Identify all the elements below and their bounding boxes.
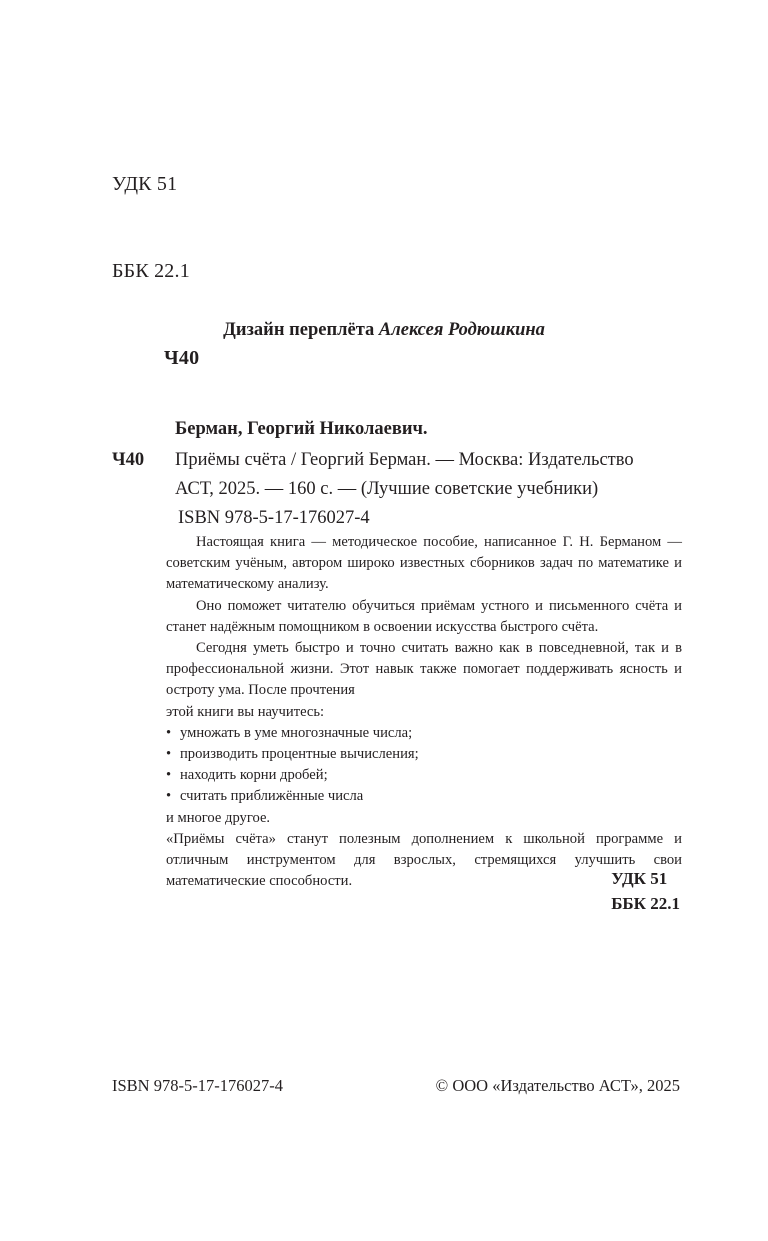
classification-top-block xyxy=(112,112,199,431)
classification-bottom-block xyxy=(611,866,680,916)
list-item: • считать приближённые числа xyxy=(166,786,682,807)
udc-code-top: УДК 51 xyxy=(112,173,178,195)
annotation-paragraph-1: Настоящая книга — методическое пособие, написанное Г. Н. Берманом — советским учёным, автором широко известных сборников задач по математике и математическому анализу. xyxy=(166,534,682,593)
udc-code-bottom: УДК 51 xyxy=(611,869,668,888)
author-mark-top: Ч40 xyxy=(164,347,200,369)
record-title-line-2: АСТ, 2025. — 160 с. — (Лучшие советские учебники) xyxy=(175,479,599,499)
annotation-block xyxy=(166,532,682,892)
record-isbn: ISBN 978-5-17-176027-4 xyxy=(178,508,370,528)
annotation-paragraph-3: Сегодня уметь быстро и точно считать важно как в повседневной, так и в профессиональной жизни. Этот навык также помогает поддерживать ясность и остроту ума. После прочтения xyxy=(166,640,682,699)
annotation-paragraph-2: Оно поможет читателю обучиться приёмам устного и письменного счёта и станет надёжным помощником в освоении искусства быстрого счёта. xyxy=(166,597,682,635)
annotation-bullet-list xyxy=(166,723,682,808)
footer-isbn: ISBN 978-5-17-176027-4 xyxy=(112,1076,283,1095)
page-footer xyxy=(112,1075,680,1097)
list-item: • находить корни дробей; xyxy=(166,765,682,786)
author-mark-record: Ч40 xyxy=(112,450,145,470)
bibliographic-record xyxy=(112,416,682,533)
annotation-paragraph-4: «Приёмы счёта» станут полезным дополнением к школьной программе и отличным инструментом для взрослых, стремящихся улучшить свои математические способности. xyxy=(166,830,682,890)
record-title-line-1: Приёмы счёта / Георгий Берман. — Москва: Издательство xyxy=(175,450,634,470)
annotation-list-intro: этой книги вы научитесь: xyxy=(166,703,325,720)
annotation-list-outro: и многое другое. xyxy=(166,809,271,826)
record-author: Берман, Георгий Николаевич. xyxy=(175,419,428,439)
designer-credit-label: Дизайн переплёта xyxy=(223,320,375,340)
record-body xyxy=(112,446,682,533)
record-lines xyxy=(175,446,682,533)
designer-name: Алексея Родюшкина xyxy=(378,320,545,340)
list-item: • производить процентные вычисления; xyxy=(166,744,682,765)
bbk-code-top: ББК 22.1 xyxy=(112,260,190,282)
designer-credit xyxy=(0,320,768,341)
bbk-code-bottom: ББК 22.1 xyxy=(611,894,680,913)
list-item: • умножать в уме многозначные числа; xyxy=(166,723,682,744)
footer-copyright: © ООО «Издательство АСТ», 2025 xyxy=(435,1076,680,1095)
